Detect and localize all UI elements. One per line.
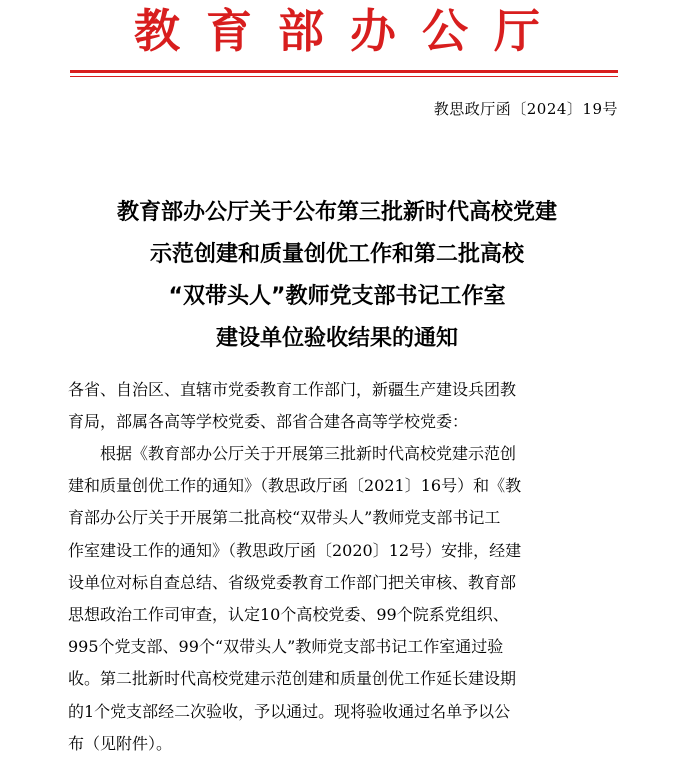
title-line: 教育部办公厅关于公布第三批新时代高校党建	[116, 200, 557, 225]
title-line: “双带头人”教师党支部书记工作室	[168, 284, 506, 309]
body-line: 收。第二批新时代高校党建示范创建和质量创优工作延长建设期	[68, 669, 517, 689]
body-line: 布（见附件）。	[68, 733, 173, 753]
body-line: 根据《教育部办公厅关于开展第三批新时代高校党建示范创	[68, 444, 517, 463]
body-line: 作室建设工作的通知》（教思政厅函〔2020〕12号）安排，经建	[68, 540, 522, 560]
document-number: 教思政厅函〔2024〕19号	[433, 100, 618, 118]
red-header-rule	[70, 70, 618, 73]
body-line: 的1个党支部经二次验收，予以通过。现将验收通过名单予以公	[68, 701, 511, 721]
addressee	[68, 374, 616, 438]
document-title	[0, 192, 674, 360]
title-line: 建设单位验收结果的通知	[215, 326, 458, 351]
red-header-rule-thin	[70, 76, 618, 77]
body-line: 思想政治工作司审查，认定10个高校党委、99个院系党组织、	[68, 605, 509, 625]
body-line: 995个党支部、99个“双带头人”教师党支部书记工作室通过验	[68, 637, 504, 657]
masthead: 教育部办公厅	[134, 4, 566, 58]
title-line: 示范创建和质量创优工作和第二批高校	[149, 242, 524, 267]
addressee-line: 各省、自治区、直辖市党委教育工作部门，新疆生产建设兵团教	[68, 380, 517, 399]
body-line: 设单位对标自查总结、省级党委教育工作部门把关审核、教育部	[68, 572, 517, 592]
body-paragraph	[68, 438, 616, 760]
body-line: 育部办公厅关于开展第二批高校“双带头人”教师党支部书记工	[68, 508, 501, 528]
addressee-line: 育局，部属各高等学校党委、部省合建各高等学校党委：	[68, 412, 469, 431]
body-line: 建和质量创优工作的通知》（教思政厅函〔2021〕16号）和《教	[68, 476, 522, 496]
